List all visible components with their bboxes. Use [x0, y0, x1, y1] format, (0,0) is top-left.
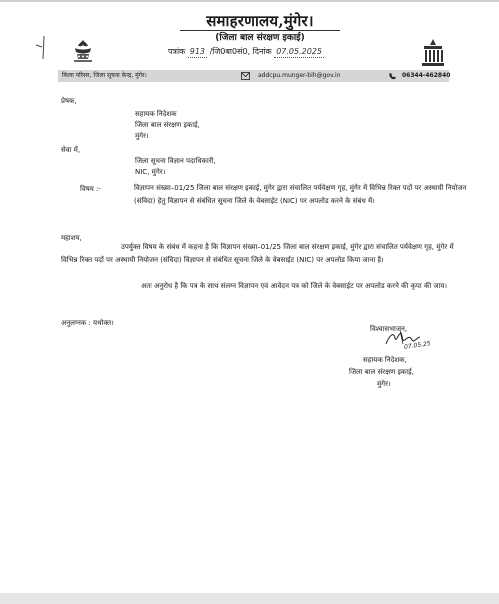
sender-line-2: जिला बाल संरक्षण इकाई,	[135, 121, 200, 129]
office-title: समाहरणालय,मुंगेर।	[206, 12, 314, 30]
recipient-line-1: जिला सूचना विज्ञान पदाधिकारी,	[135, 157, 216, 165]
closing-yours: विश्वासभाजन,	[370, 325, 408, 333]
letter-date: 07.05.2025	[276, 47, 323, 56]
body-paragraph-2: अतः अनुरोध है कि पत्र के साथ संलग्न विज्ञापन एवं आवेदन पत्र को जिले के वेबसाईट पर अपलोड करने की कृपा की जाय।	[141, 282, 448, 290]
district-emblem-icon	[418, 38, 448, 68]
closing-designation-1: सहायक निदेशक,	[363, 356, 407, 364]
scan-edge-bottom	[0, 593, 499, 604]
contact-band	[58, 70, 449, 82]
email-icon	[241, 72, 250, 80]
office-phone: 06344-462840	[402, 72, 451, 79]
office-email: addcpu.munger-bih@gov.in	[258, 72, 341, 79]
closing-designation-3: मुंगेर।	[377, 380, 391, 388]
reference-line	[168, 47, 324, 58]
office-subtitle: (जिला बाल संरक्षण इकाई)	[215, 33, 305, 43]
sender-line-3: मुंगेर।	[135, 132, 149, 140]
bihar-emblem-icon	[70, 38, 96, 64]
margin-pen-mark	[34, 35, 48, 61]
patrank-number: 913	[189, 47, 206, 56]
sender-line-1: सहायक निदेशक	[135, 110, 177, 118]
signature-date: 07.05.25	[403, 340, 432, 351]
office-address: किला परिसर, जिला सूचना केन्द्र, मुंगेर।	[62, 72, 147, 79]
recipient-line-2: NIC, मुंगेर।	[135, 168, 166, 176]
closing-designation-2: जिला बाल संरक्षण इकाई,	[349, 368, 414, 376]
recipient-label: सेवा में,	[61, 146, 81, 154]
phone-icon	[388, 72, 397, 80]
scan-edge-top	[0, 0, 499, 2]
patrank-suffix: /जि0बा0सं0, दिनांक	[209, 47, 272, 56]
body-paragraph-1: उपर्युक्त विषय के संबंध में कहना है कि विज्ञापन संख्या–01/25 जिला बाल संरक्षण इकाई, मुंगेर द्वारा संचालित पर्यवेक्षण गृह, मुंगेर में विभिन्न रिक्त पदों पर अस्थायी नियोजन (संविदा) विज्ञापन से संबंधित सूचना जिले के वेबसाईट (NIC) पर अपलोड किया जाना है।	[61, 243, 454, 264]
enclosure-note: अनुलग्नक : यथोक्त।	[61, 319, 114, 327]
sender-label: प्रेषक,	[61, 97, 77, 105]
patrank-label: पत्रांक	[168, 47, 186, 56]
title-underline	[180, 30, 340, 31]
subject-label: विषय :-	[80, 185, 101, 193]
salutation: महाशय,	[61, 234, 82, 242]
subject-text: विज्ञापन संख्या–01/25 जिला बाल संरक्षण इकाई, मुंगेर द्वारा संचालित पर्यवेक्षण गृह, मुंगेर में विभिन्न रिक्त पदों पर अस्थायी नियोजन (संविदा) हेतु विज्ञापन से संबंधित सूचना जिले के वेबसाईट (NIC) पर अपलोड करने के संबंध में।	[134, 184, 467, 205]
